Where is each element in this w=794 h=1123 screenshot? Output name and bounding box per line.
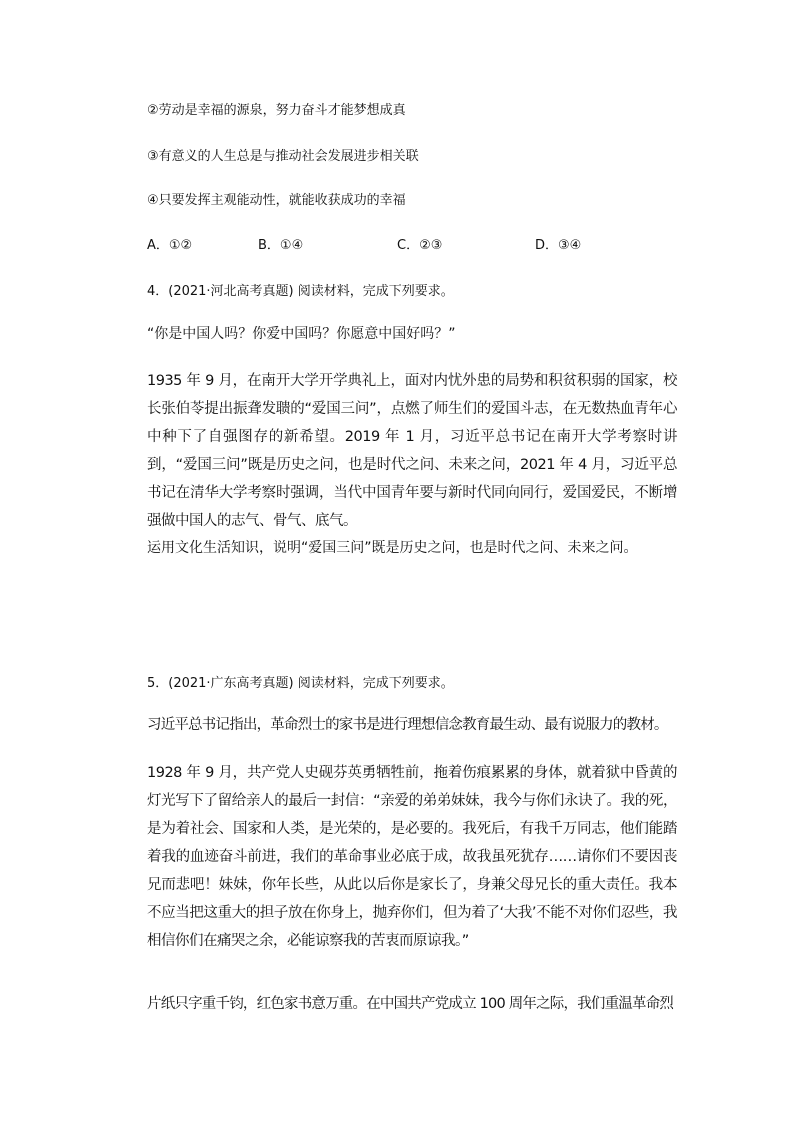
statement-3: ③有意义的人生总是与推动社会发展进步相关联 (147, 149, 419, 164)
statement-2: ②劳动是幸福的源泉，努力奋斗才能梦想成真 (147, 103, 406, 118)
question-4-material: 1935 年 9 月，在南开大学开学典礼上，面对内忧外患的局势和积贫积弱的国家，校长张伯苓提出振聋发聩的“爱国三问”，点燃了师生们的爱国斗志，在无数热血青年心中种下了自强图存的新希望。2019 年 1 月，习近平总书记在南开大学考察时讲到，“爱国三问”既是历史之问，也是时代之问、未来之问，2021 年 4 月，习近平总书记在清华大学考察时强调，当代中国青年要与新时代同向同行，爱国爱民，不断增强做中国人的志气、骨气、底气。 (147, 373, 677, 529)
option-d: D．③④ (535, 238, 582, 253)
question-5-material: 1928 年 9 月，共产党人史砚芬英勇牺牲前，拖着伤痕累累的身体，就着狱中昏黄的灯光写下了留给亲人的最后一封信：“亲爱的弟弟妹妹，我今与你们永诀了。我的死，是为着社会、国家和人类，是光荣的，是必要的。我死后，有我千万同志，他们能踏着我的血迹奋斗前进，我们的革命事业必底于成，故我虽死犹存……请你们不要因丧兄而悲吧！妹妹，你年长些，从此以后你是家长了，身兼父母兄长的重大责任。我本不应当把这重大的担子放在你身上，抛弃你们，但为着了‘大我’不能不对你们忍些，我相信你们在痛哭之余，必能谅察我的苦衷而原谅我。” (147, 765, 677, 949)
option-b: B．①④ (258, 238, 304, 253)
option-c: C．②③ (397, 238, 443, 253)
question-4-heading: 4．(2021·河北高考真题) 阅读材料，完成下列要求。 (147, 284, 454, 299)
question-5-closing: 片纸只字重千钧，红色家书意万重。在中国共产党成立 100 周年之际，我们重温革命烈 (147, 996, 674, 1012)
question-5-intro: 习近平总书记指出，革命烈士的家书是进行理想信念教育最生动、最有说服力的教材。 (147, 717, 668, 733)
question-4-quote: “你是中国人吗？你爱中国吗？你愿意中国好吗？” (147, 326, 456, 342)
statement-4: ④只要发挥主观能动性，就能收获成功的幸福 (147, 193, 406, 208)
question-4-task: 运用文化生活知识，说明“爱国三问”既是历史之问，也是时代之问、未来之问。 (147, 540, 638, 556)
option-a: A．①② (147, 238, 193, 253)
question-5-heading: 5．(2021·广东高考真题) 阅读材料，完成下列要求。 (147, 676, 454, 691)
